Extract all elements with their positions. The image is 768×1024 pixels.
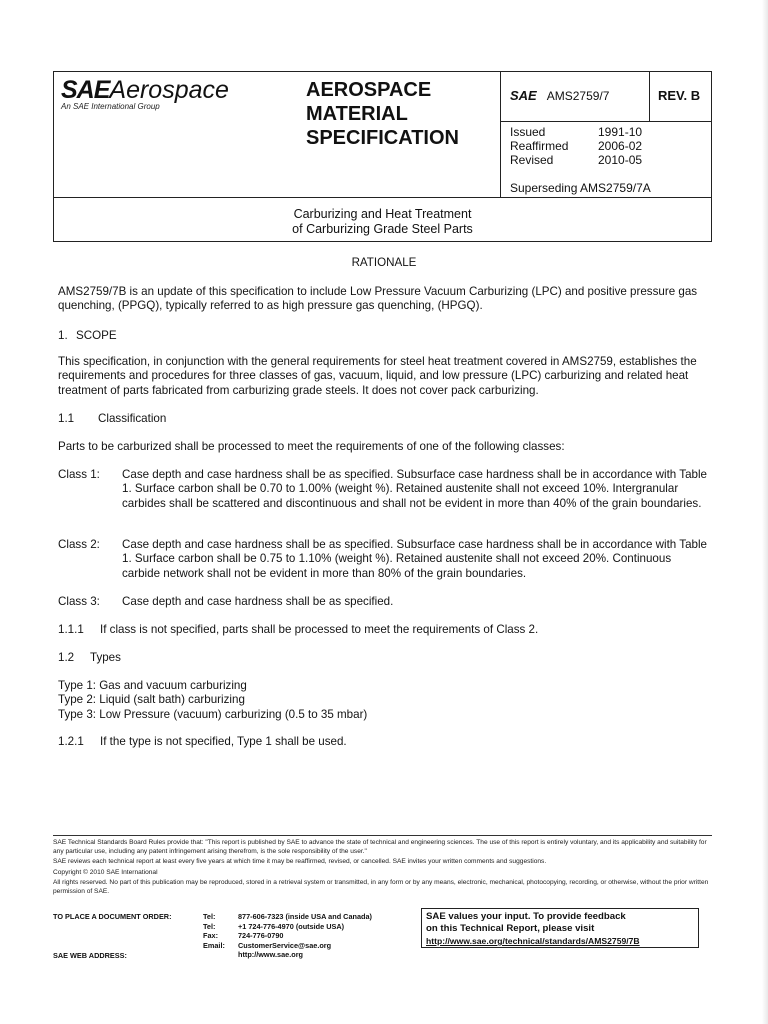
class-item: Class 1: Case depth and case hardness shall be as specified. Subsurface case hardness shall be in accordance with Table 1. Surface carbon shall be 0.70 to 1.00% (weight %). Retained austenite shall not exceed 10%. Intergranular carbides shall be scattered and discontinuous and shall not be evident in more than 40% of the grain boundaries.	[58, 468, 707, 510]
document-dates	[510, 125, 642, 167]
feedback-text: on this Technical Report, please visit	[426, 923, 595, 934]
scope-paragraph: This specification, in conjunction with the general requirements for steel heat treatment covered in AMS2759, establishes the requirements and procedures for three classes of gas, vacuum, liquid, and low pressure (LPC) carburizing and related heat treatment of parts fabricated from carburizing grade steels. It does not cover pack carburizing.	[58, 355, 697, 397]
footer-divider	[53, 835, 712, 836]
scope-heading: 1. SCOPE	[58, 329, 117, 342]
date-row: Revised 2010-05	[510, 153, 643, 167]
classification-heading: 1.1 Classification	[58, 412, 167, 425]
sae-aerospace-logo	[61, 76, 229, 111]
logo-word: Aerospace	[109, 76, 229, 104]
document-number: AMS2759/7	[546, 89, 610, 103]
feedback-box	[421, 908, 699, 948]
rationale-heading: RATIONALE	[351, 256, 417, 269]
contact-row: Fax: 724-776-0790	[203, 931, 284, 940]
class-item: Class 2: Case depth and case hardness shall be as specified. Subsurface case hardness shall be in accordance with Table 1. Surface carbon shall be 0.75 to 1.10% (weight %). Retained austenite shall not exceed 20%. Continuous carbide network shall not be evident in more than 80% of the grain boundaries.	[58, 538, 707, 580]
date-row: Issued 1991-10	[510, 125, 643, 139]
web-address-label: SAE WEB ADDRESS:	[53, 951, 127, 960]
footer-review: SAE reviews each technical report at least every five years at which time it may be reaffirmed, revised, or cancelled. SAE invites your written comments and suggestions.	[53, 858, 547, 866]
paragraph-1-1-1: 1.1.1 If class is not specified, parts shall be processed to meet the requirements of Class 2.	[58, 623, 539, 636]
logo-brand: SAE	[61, 76, 110, 104]
class-item: Class 3: Case depth and case hardness shall be as specified.	[58, 595, 394, 608]
order-label: TO PLACE A DOCUMENT ORDER:	[53, 912, 172, 921]
type-item: Type 2: Liquid (salt bath) carburizing	[58, 693, 245, 707]
logo-group-text: An SAE International Group	[61, 102, 160, 111]
contact-row	[203, 950, 423, 960]
date-row: Reaffirmed 2006-02	[510, 139, 643, 153]
email-link[interactable]: CustomerService@sae.org	[238, 940, 332, 950]
types-heading: 1.2 Types	[58, 651, 121, 664]
classification-intro: Parts to be carburized shall be processed to meet the requirements of one of the following classes:	[58, 440, 565, 453]
contact-row: Tel: +1 724-776-4970 (outside USA)	[203, 921, 345, 931]
footer-notes	[53, 839, 712, 899]
rationale-paragraph: AMS2759/7B is an update of this specification to include Low Pressure Vacuum Carburizing (LPC) and positive pressure gas quenching, (PPGQ), typically referred to as high pressure gas quenching, (HPGQ).	[58, 285, 698, 313]
spec-title-line: SPECIFICATION	[306, 127, 459, 149]
spec-title-line: AEROSPACE	[306, 79, 432, 101]
sae-mini-logo: SAE	[510, 88, 537, 103]
spec-title	[306, 78, 496, 150]
type-item: Type 3: Low Pressure (vacuum) carburizing (0.5 to 35 mbar)	[58, 707, 368, 721]
subject-line: of Carburizing Grade Steel Parts	[292, 222, 473, 236]
document-subject	[54, 207, 711, 237]
contact-row: Email: CustomerService@sae.org	[203, 940, 332, 950]
contact-list	[203, 912, 423, 960]
types-list	[58, 679, 710, 722]
superseding-note: Superseding AMS2759/7A	[510, 181, 651, 195]
contact-row: Tel: 877-606-7323 (inside USA and Canada)	[203, 912, 372, 921]
footer-rights: All rights reserved. No part of this publication may be reproduced, stored in a retrieval system or transmitted, in any form or by any means, electronic, mechanical, photocopying, recording, or otherwise, without the prior written permission of SAE.	[53, 879, 709, 895]
paragraph-1-2-1: 1.2.1 If the type is not specified, Type 1 shall be used.	[58, 735, 347, 748]
website-link[interactable]: http://www.sae.org	[238, 950, 303, 959]
footer-copyright: Copyright © 2010 SAE International	[53, 868, 158, 876]
page-edge-shadow	[762, 0, 768, 1024]
footer-rules: SAE Technical Standards Board Rules provide that: "This report is published by SAE to advance the state of technical and engineering sciences. The use of this report is entirely voluntary, and its applicability and suitability for any particular use, including any patent infringement arising therefrom, is the sole responsibility of the user."	[53, 839, 707, 855]
header-box	[53, 71, 712, 242]
revision-label: REV. B	[658, 88, 701, 103]
document-id	[510, 88, 609, 103]
type-item: Type 1: Gas and vacuum carburizing	[58, 679, 247, 692]
subject-line: Carburizing and Heat Treatment	[293, 207, 472, 221]
feedback-text: SAE values your input. To provide feedback	[426, 911, 626, 922]
feedback-link[interactable]: http://www.sae.org/technical/standards/AMS2759/7B	[426, 936, 640, 946]
spec-title-line: MATERIAL	[306, 103, 408, 125]
